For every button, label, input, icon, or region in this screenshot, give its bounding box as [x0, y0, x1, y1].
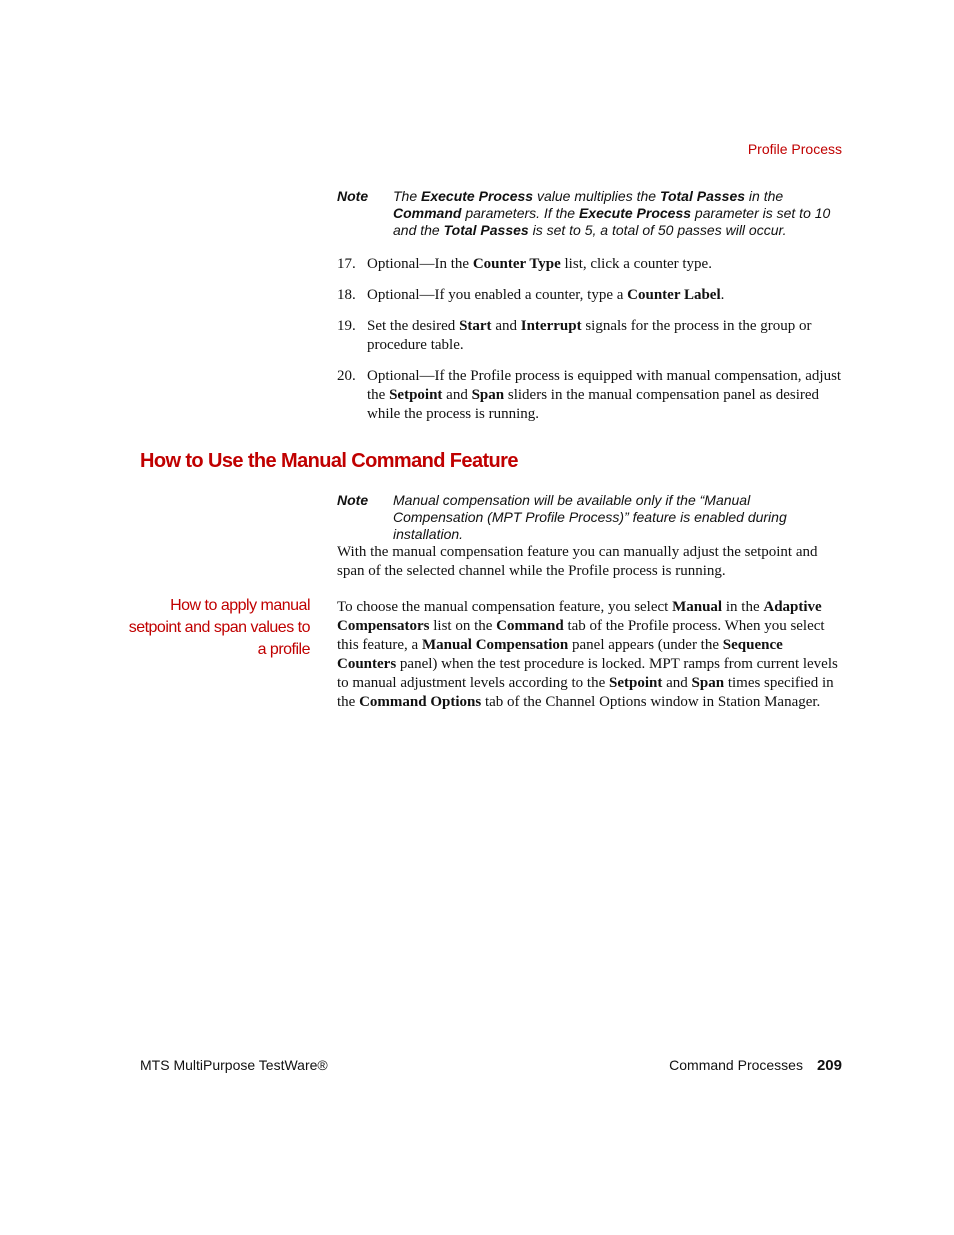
list-item	[337, 255, 842, 274]
procedure-steps	[337, 255, 842, 436]
step-text: Optional—If you enabled a counter, type a Counter Label.	[367, 287, 725, 303]
running-header: Profile Process	[747, 141, 842, 157]
body-paragraph: With the manual compensation feature you can manually adjust the setpoint and span of the selected channel while the Profile process is running.	[337, 544, 818, 579]
body-paragraph: To choose the manual compensation feature, you select Manual in the Adaptive Compensators list on the Command tab of the Profile process. When you select this feature, a Manual Compensation panel appears (under the Sequence Counters panel) when the test procedure is locked. MPT ramps from current levels to manual adjustment levels according to the Setpoint and Span times specified in the Command Options tab of the Channel Options window in Station Manager.	[337, 599, 838, 710]
list-item	[337, 286, 842, 305]
page-number: 209	[816, 1057, 842, 1074]
step-text: Set the desired Start and Interrupt signals for the process in the group or procedure table.	[367, 318, 812, 353]
step-number: 18.	[337, 287, 356, 303]
note-box	[337, 188, 842, 239]
note-box	[337, 492, 842, 543]
list-item	[337, 317, 842, 355]
footer-title: MTS MultiPurpose TestWare®	[140, 1057, 328, 1073]
side-heading: How to apply manual setpoint and span values to a profile	[128, 597, 310, 658]
note-text: Manual compensation will be available only if the “Manual Compensation (MPT Profile Process)” feature is enabled during installation.	[393, 492, 787, 542]
step-number: 19.	[337, 318, 356, 334]
section-heading: How to Use the Manual Command Feature	[140, 450, 518, 472]
step-number: 20.	[337, 368, 356, 384]
footer-chapter: Command Processes	[669, 1057, 803, 1073]
list-item	[337, 367, 842, 424]
footer-right	[669, 1057, 842, 1074]
note-text: The Execute Process value multiplies the Total Passes in the Command parameters. If the Execute Process parameter is set to 10 and the Total Passes is set to 5, a total of 50 passes will occur.	[393, 188, 831, 238]
note-label: Note	[337, 188, 369, 204]
step-number: 17.	[337, 256, 356, 272]
step-text: Optional—If the Profile process is equipped with manual compensation, adjust the Setpoint and Span sliders in the manual compensation panel as desired while the process is running.	[367, 368, 842, 422]
step-text: Optional—In the Counter Type list, click a counter type.	[367, 256, 712, 272]
note-label: Note	[337, 492, 369, 508]
